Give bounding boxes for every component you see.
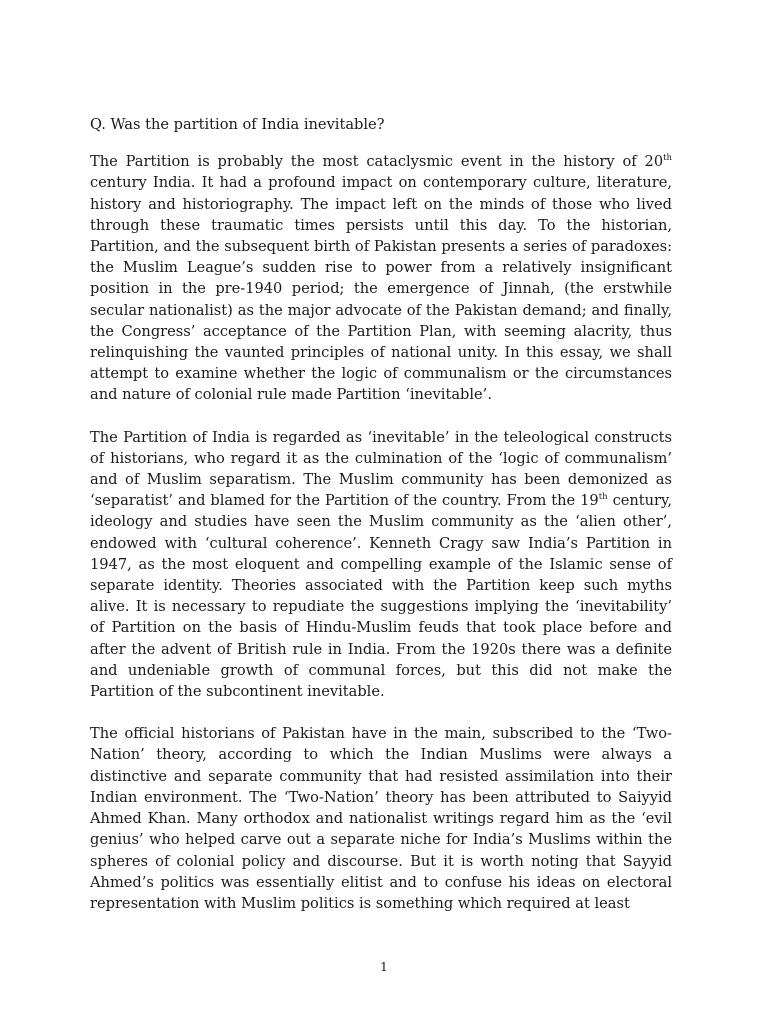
document-page — [90, 114, 672, 935]
ordinal-suffix: th — [663, 153, 672, 164]
paragraph-3 — [90, 723, 672, 914]
question-heading: Q. Was the partition of India inevitable? — [90, 116, 385, 133]
paragraph-2-text-b: century, ideology and studies have seen the Muslim community as the ‘alien other’, endowed with ‘cultural coherence’. Kenneth Cragy saw India’s Partition in 1947, as the most eloquent and compelling example of the Islamic sense of separate identity. Theories associated with the Partition keep such myths alive. It is necessary to repudiate the suggestions implying the ‘inevitability’ of Partition on the basis of Hindu-Muslim feuds that took place before and after the advent of British rule in India. From the 1920s there was a definite and undeniable growth of communal forces, but this did not make the Partition of the subcontinent inevitable. — [90, 492, 672, 701]
paragraph-2-text-a: The Partition of India is regarded as ‘inevitable’ in the teleological constructs of historians, who regard it as the culmination of the ‘logic of communalism’ and of Muslim separatism. The Muslim community has been demonized as ‘separatist’ and blamed for the Partition of the country. From the 19 — [90, 428, 672, 510]
paragraph-1-text-b: century India. It had a profound impact on contemporary culture, literature, history and historiography. The impact left on the minds of those who lived through these traumatic times persists until this day. To the historian, Partition, and the subsequent birth of Pakistan presents a series of paradoxes: the Muslim League’s sudden rise to power from a relatively insignificant position in the pre-1940 period; the emergence of Jinnah, (the erstwhile secular nationalist) as the major advocate of the Pakistan demand; and finally, the Congress’ acceptance of the Partition Plan, with seeming alacrity, thus relinquishing the vaunted principles of national unity. In this essay, we shall attempt to examine whether the logic of communalism or the circumstances and nature of colonial rule made Partition ‘inevitable’. — [90, 174, 672, 404]
ordinal-suffix: th — [598, 492, 608, 503]
paragraph-1-text-a: The Partition is probably the most cataclysmic event in the history of 20 — [90, 153, 664, 171]
page-number: 1 — [380, 960, 388, 974]
paragraph-3-text: The official historians of Pakistan have in the main, subscribed to the ‘Two-Nation’ theory, according to which the Indian Muslims were always a distinctive and separate community that had resisted assimilation into their Indian environment. The ‘Two-Nation’ theory has been attributed to Saiyyid Ahmed Khan. Many orthodox and nationalist writings regard him as the ‘evil genius’ who helped carve out a separate niche for India’s Muslims within the spheres of colonial policy and discourse. But it is worth noting that Sayyid Ahmed’s politics was essentially elitist and to confuse his ideas on electoral representation with Muslim politics is something which required at least — [90, 725, 672, 912]
paragraph-1 — [90, 151, 672, 405]
paragraph-2 — [90, 427, 672, 703]
